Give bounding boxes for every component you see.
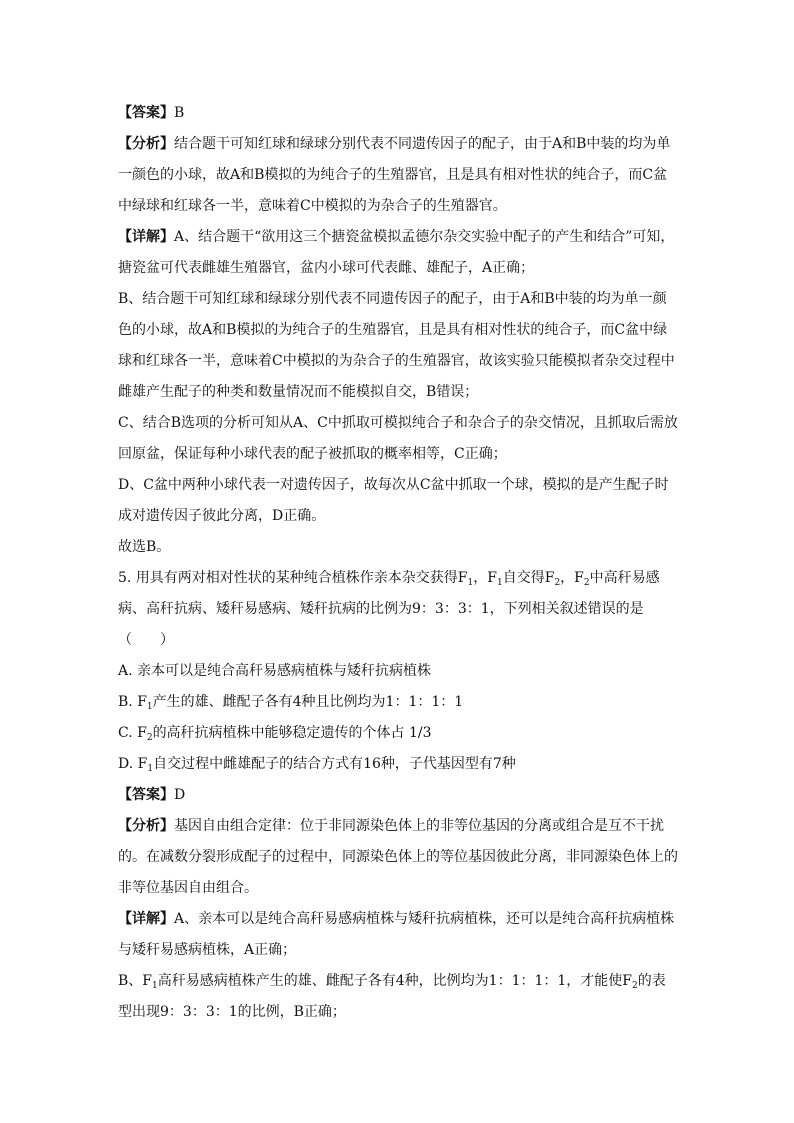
answer-line-1	[118, 98, 678, 129]
option-c-text: 的高秆抗病植株中能够稳定遗传的个体占 1/3	[152, 725, 432, 741]
detail-paragraph-c: C、结合B选项的分析可知从A、C中抓取可模拟纯合子和杂合子的杂交情况，且抓取后需放回原盆，保证每种小球代表的配子被抓取的概率相等，C正确；	[118, 415, 678, 462]
option-d	[118, 749, 678, 780]
analysis-tag-2: 【分析】	[118, 818, 174, 834]
q5-sub-4: 2	[583, 578, 590, 588]
document-page	[118, 98, 678, 1028]
q5-sub-1: 1	[467, 578, 474, 588]
option-d-sub: 1	[147, 764, 154, 774]
q5-sub-3: 2	[554, 578, 561, 588]
q5-text-c: 自交得F	[502, 570, 555, 586]
detail-paragraph-a	[118, 222, 678, 284]
option-a: A. 亲本可以是纯合高秆易感病植株与矮秆抗病植株	[118, 663, 432, 679]
analysis-tag: 【分析】	[118, 136, 174, 152]
q5-text-e: 中高秆易感病、高秆抗病、矮秆易感病、矮秆抗病的比例为9：3：3：1，下列相关叙述错误的是（ ）	[118, 570, 660, 648]
detail-paragraph-2a	[118, 904, 678, 966]
analysis-text-2: 基因自由组合定律：位于非同源染色体上的非等位基因的分离或组合是互不干扰的。在减数分裂形成配子的过程中，同源染色体上的等位基因彼此分离，非同源染色体上的非等位基因自由组合。	[118, 818, 678, 896]
option-d-prefix: D. F	[118, 756, 148, 772]
answer-tag: 【答案】	[118, 105, 174, 121]
analysis-text: 结合题干可知红球和绿球分别代表不同遗传因子的配子，由于A和B中装的均为单一颜色的小球，故A和B模拟的为纯合子的生殖器官，且是具有相对性状的纯合子，而C盆中绿球和红球各一半，意味着C中模拟的为杂合子的生殖器官。	[118, 136, 671, 214]
detail-paragraph-2b	[118, 966, 678, 1028]
q5-text-d: ，F	[560, 570, 584, 586]
detail-tag-2: 【详解】	[118, 911, 174, 927]
detail-2b-text-end: 的表型出现9：3：3：1的比例，B正确；	[118, 973, 666, 1020]
q5-text-b: ，F	[473, 570, 497, 586]
detail-paragraph-b: B、结合题干可知红球和绿球分别代表不同遗传因子的配子，由于A和B中装的均为单一颜色的小球，故A和B模拟的为纯合子的生殖器官，且是具有相对性状的纯合子，而C盆中绿球和红球各一半，意味着C中模拟的为杂合子的生殖器官，故该实验只能模拟者杂交过程中雌雄产生配子的种类和数量情况而不能模拟自交，B错误；	[118, 291, 675, 400]
q5-sub-2: 1	[496, 578, 503, 588]
option-b	[118, 687, 678, 718]
option-b-prefix: B. F	[118, 694, 147, 710]
option-b-text: 产生的雄、雌配子各有4种且比例均为1：1：1：1	[152, 694, 464, 710]
q5-text-a: 5. 用具有两对相对性状的某种纯合植株作亲本杂交获得F	[118, 570, 468, 586]
option-c	[118, 718, 678, 749]
answer-line-2	[118, 780, 678, 811]
option-c-prefix: C. F	[118, 725, 147, 741]
detail-2b-sub-2: 2	[632, 981, 638, 991]
detail-paragraph-d: D、C盆中两种小球代表一对遗传因子，故每次从C盆中抓取一个球，模拟的是产生配子时成对遗传因子彼此分离，D正确。	[118, 477, 669, 524]
answer-tag-2: 【答案】	[118, 787, 174, 803]
answer-value: B	[174, 105, 185, 121]
analysis-paragraph-1	[118, 129, 678, 222]
option-d-text: 自交过程中雌雄配子的结合方式有16种，子代基因型有7种	[153, 756, 516, 772]
question-5-stem	[118, 563, 678, 656]
detail-2a-text: A、亲本可以是纯合高秆易感病植株与矮秆抗病植株，还可以是纯合高秆抗病植株与矮秆易感病植株，A正确；	[118, 911, 675, 958]
analysis-paragraph-2	[118, 811, 678, 904]
detail-tag: 【详解】	[118, 229, 174, 245]
answer-value-2: D	[174, 787, 186, 803]
detail-2b-text: 高秆易感病植株产生的雄、雌配子各有4种，比例均为1：1：1：1，才能使F	[157, 973, 632, 989]
detail-2b-prefix: B、F	[118, 973, 153, 989]
detail-2b-sub-1: 1	[152, 981, 158, 991]
detail-a-text: A、结合题干“欲用这三个搪瓷盆模拟孟德尔杂交实验中配子的产生和结合”可知，搪瓷盆可代表雌雄生殖器官，盆内小球可代表雌、雄配子，A正确；	[118, 229, 675, 276]
conclusion-1: 故选B。	[118, 539, 171, 555]
option-c-sub: 2	[146, 733, 153, 743]
option-b-sub: 1	[146, 702, 153, 712]
